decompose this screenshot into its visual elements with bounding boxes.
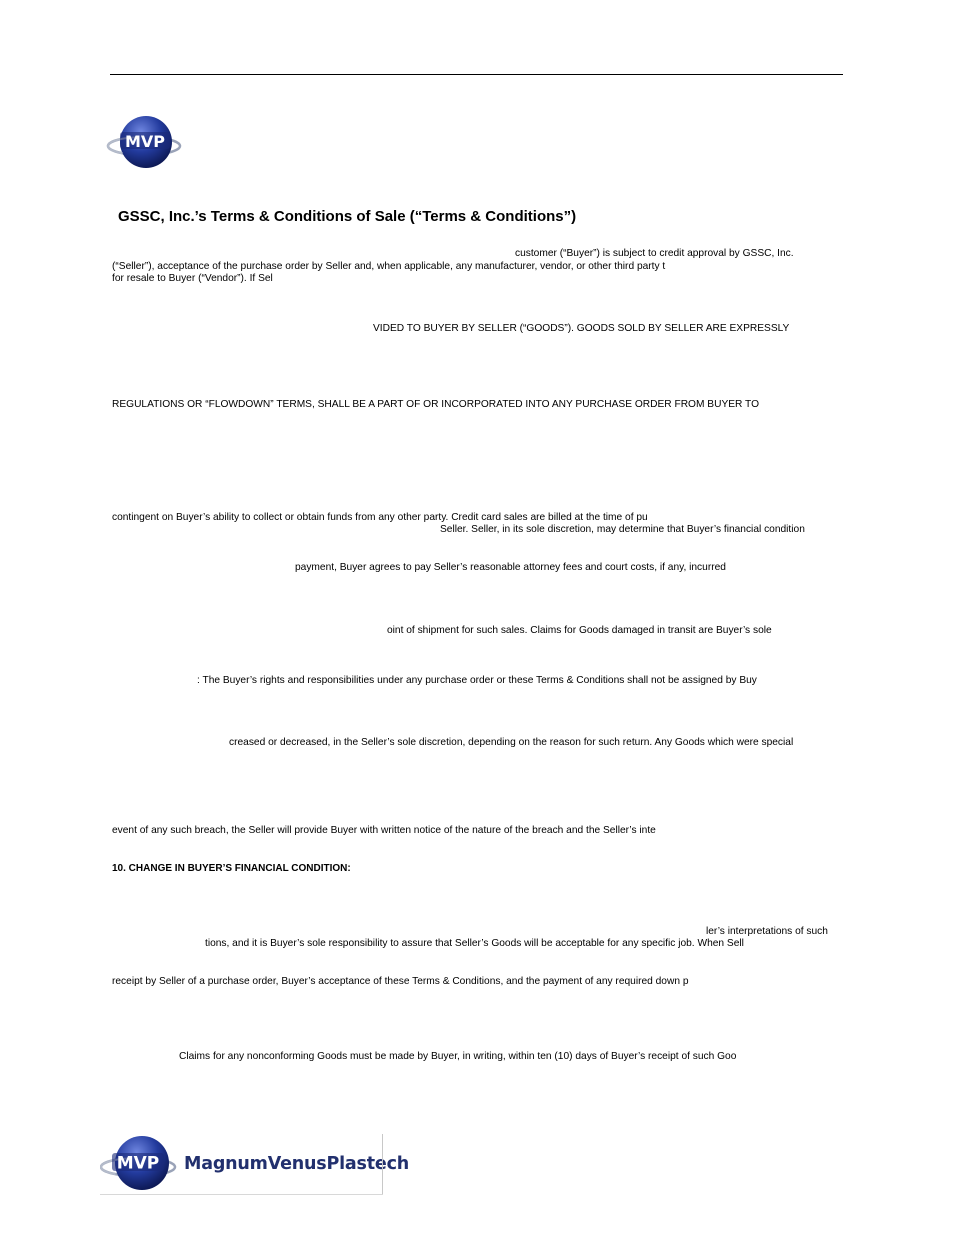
brand-name: MagnumVenusPlastech [184, 1154, 410, 1174]
mvp-logo-icon [106, 114, 182, 170]
text-line: receipt by Seller of a purchase order, Buyer’s acceptance of these Terms & Conditions, and the payment of any required down p [112, 976, 689, 987]
text-line: contingent on Buyer’s ability to collect or obtain funds from any other party. Credit card sales are billed at the time of pu [112, 512, 648, 523]
section-heading: 10. CHANGE IN BUYER’S FINANCIAL CONDITION: [112, 863, 351, 874]
text-line: : The Buyer’s rights and responsibilities under any purchase order or these Terms & Conditions shall not be assigned by Buy [197, 675, 757, 686]
mvp-footer-logo-icon [100, 1134, 180, 1194]
footer-divider [382, 1134, 383, 1195]
text-line: Claims for any nonconforming Goods must be made by Buyer, in writing, within ten (10) days of Buyer’s receipt of such Goo [179, 1051, 737, 1062]
text-line: ler’s interpretations of such [706, 926, 828, 937]
text-line: payment, Buyer agrees to pay Seller’s reasonable attorney fees and court costs, if any, incurred [295, 562, 726, 573]
text-line: event of any such breach, the Seller will provide Buyer with written notice of the nature of the breach and the Seller’s inte [112, 825, 656, 836]
page-title: GSSC, Inc.’s Terms & Conditions of Sale (“Terms & Conditions”) [118, 208, 577, 225]
text-line: customer (“Buyer”) is subject to credit approval by GSSC, Inc. [515, 248, 794, 259]
header-rule [110, 74, 843, 75]
text-line: oint of shipment for such sales. Claims for Goods damaged in transit are Buyer’s sole [387, 625, 772, 636]
text-line: creased or decreased, in the Seller’s sole discretion, depending on the reason for such return. Any Goods which were special [229, 737, 794, 748]
footer-logo-text: MVP [116, 1153, 160, 1174]
footer-bottom-rule [100, 1194, 383, 1195]
footer-logo [100, 1134, 410, 1195]
text-line: Seller. Seller, in its sole discretion, may determine that Buyer’s financial condition [440, 524, 805, 535]
text-line: tions, and it is Buyer’s sole responsibility to assure that Seller’s Goods will be acceptable for any specific job. When Sell [205, 938, 744, 949]
text-line: VIDED TO BUYER BY SELLER (“GOODS”). GOODS SOLD BY SELLER ARE EXPRESSLY [373, 323, 790, 334]
text-line: for resale to Buyer (“Vendor”). If Sel [112, 273, 273, 284]
text-line: REGULATIONS OR “FLOWDOWN” TERMS, SHALL BE A PART OF OR INCORPORATED INTO ANY PURCHASE ORDER FROM BUYER TO [112, 399, 759, 410]
logo-text: MVP [124, 132, 166, 151]
text-line: (“Seller”), acceptance of the purchase order by Seller and, when applicable, any manufacturer, vendor, or other third party t [112, 261, 666, 272]
